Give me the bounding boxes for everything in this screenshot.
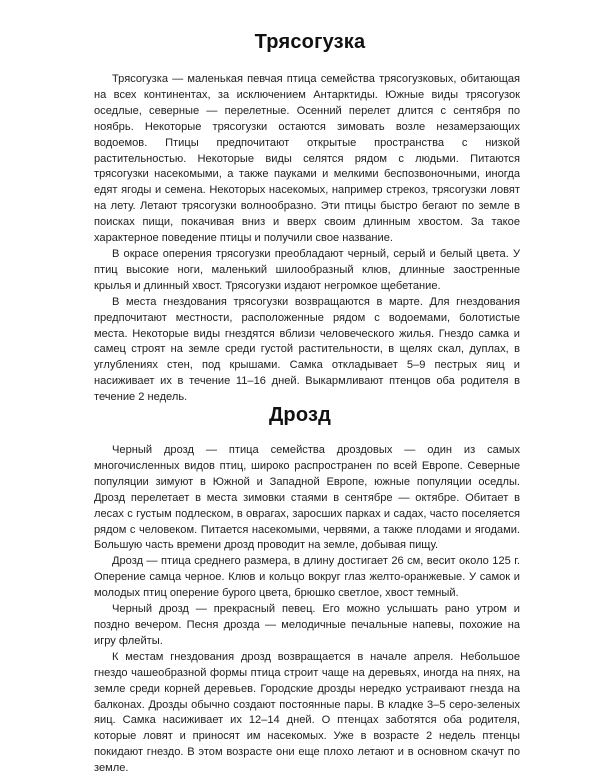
article-paragraph: К местам гнездования дрозд возвращается в начале апреля. Небольшое гнездо чашеобразной формы птица строит чаще на деревьях, иногда на пнях, на земле среди корней деревьев. Городские дрозды нередко устраивают гнезда на балконах. Дрозды обычно создают постоянные пары. В кладке 3–5 серо-зеленых яиц. Самка насиживает их 12–14 дней. О птенцах заботятся оба родителя, которые ловят и приносят им насекомых. Уже в возрасте 2 недель птенцы покидают гнездо. В этом возрасте они еще плохо летают и в основном скачут по земле. — [94, 650, 520, 775]
article-paragraph: В места гнездования трясогузки возвращаются в марте. Для гнездования предпочитают местности, расположенные рядом с водоемами, болотистые места. Некоторые виды гнездятся вблизи человеческого жилья. Гнездо самка и самец строят на земле среди густой растительности, в щелях скал, дуплах, в углублениях стен, под крышами. Самка откладывает 5–9 пестрых яиц и насиживает их в течение 11–16 дней. Выкармливают птенцов оба родителя в течение 2 недель. — [94, 295, 520, 404]
article-paragraph: Черный дрозд — птица семейства дроздовых — один из самых многочисленных видов птиц, широко распространен по всей Европе. Северные популяции зимуют в Южной и Западной Европе, южные популяции оседлы. Дрозд перелетает в места зимовки стаями в сентябре — октябре. Обитает в лесах с густым подлеском, в оврагах, заросших парках и садах, часто поселяется рядом с человеком. Питается насекомыми, червями, а также плодами и ягодами. Большую часть времени дрозд проводит на земле, добывая пищу. — [94, 444, 520, 552]
article-thrush — [94, 403, 520, 777]
article-paragraph: Черный дрозд — прекрасный певец. Его можно услышать рано утром и поздно вечером. Песня дрозда — мелодичные печальные напевы, похожие на игру флейты. — [94, 603, 520, 647]
article-paragraph: Дрозд — птица среднего размера, в длину достигает 26 см, весит около 125 г. Оперение самца черное. Клюв и кольцо вокруг глаз желто-оранжевые. У самок и молодых птиц оперение бурого цвета, брюшко светлое, хвост темный. — [94, 555, 520, 600]
article-title: Трясогузка — [254, 31, 366, 53]
article-wagtail — [94, 30, 520, 406]
article-paragraph: В окрасе оперения трясогузки преобладают черный, серый и белый цвета. У птиц высокие ноги, маленький шилообразный клюв, длинные заостренные крылья и длинный хвост. Трясогузки издают негромкое щебетание. — [94, 247, 520, 292]
article-title: Дрозд — [268, 404, 332, 426]
article-paragraph: Трясогузка — маленькая певчая птица семейства трясогузковых, обитающая на всех континентах, за исключением Антарктиды. Южные виды трясогузок оседлые, северные — перелетные. Осенний перелет длится с сентября по ноябрь. Некоторые трясогузки остаются зимовать возле незамерзающих водоемов. Птицы предпочитают открытые пространства с низкой растительностью. Некоторые виды селятся рядом с людьми. Питаются трясогузки насекомыми, а также пауками и мелкими беспозвоночными, иногда едят ягоды и семена. Некоторых насекомых, например стрекоз, трясогузки ловят на лету. Летают трясогузки волнообразно. Эти птицы быстро бегают по земле в поисках пищи, покачивая вниз и вверх своим длинным хвостом. За такое характерное поведение птицы и получили свое название. — [94, 73, 520, 245]
